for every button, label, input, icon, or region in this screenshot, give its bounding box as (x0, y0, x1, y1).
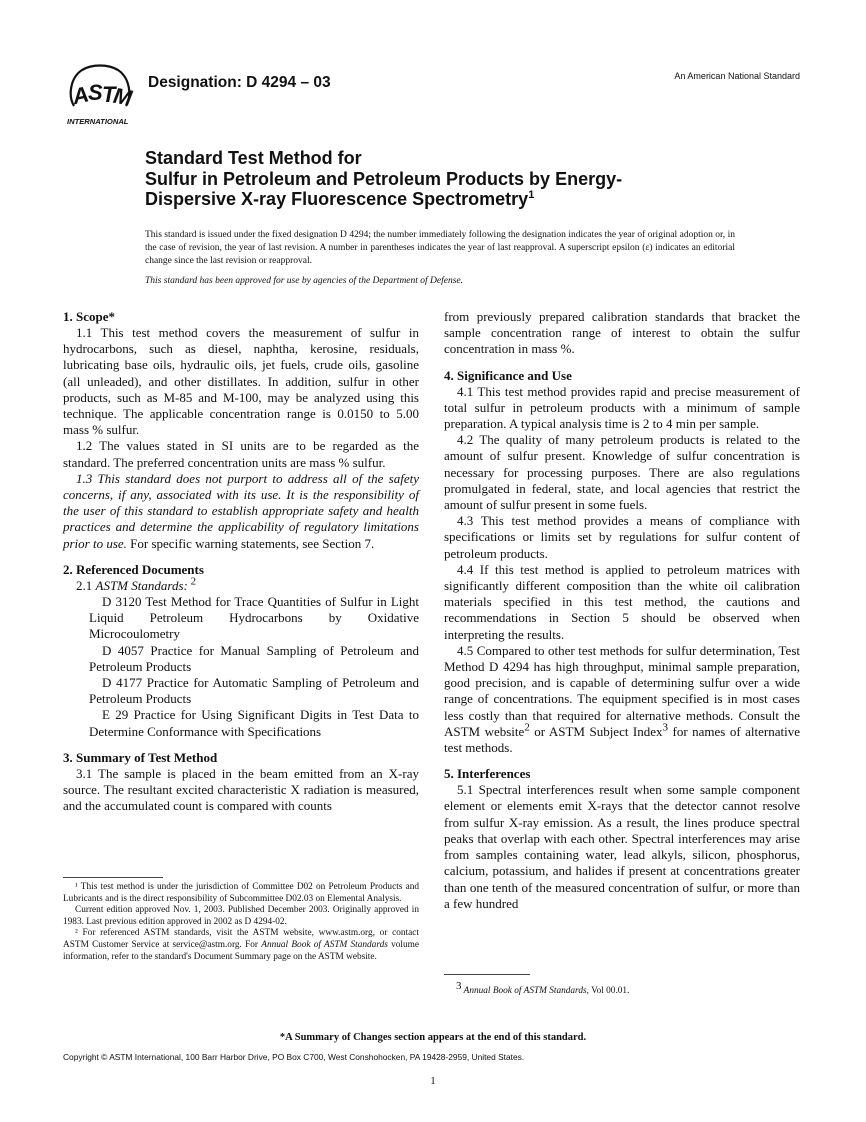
section-1-heading: 1. Scope* (63, 309, 115, 324)
right-column (444, 309, 800, 912)
para-3-1: 3.1 The sample is placed in the beam emitted from an X-ray source. The resultant excited characteristic X radiation is measured, and the accumulated count is compared with counts (63, 765, 419, 814)
designation: Designation: D 4294 – 03 (148, 74, 331, 91)
logo-subtext: INTERNATIONAL (67, 117, 129, 126)
para-4-5: 4.5 Compared to other test methods for sulfur determination, Test Method D 4294 has high throughput, minimal sample preparation, good precision, and is capable of determining sulfur over a wide range of concentrations. The equipment specified is in most cases less costly than that required for alternative methods. Consult the ASTM website$^2$ or ASTM Subject Index$^3$ for names of alternative test methods. (444, 642, 800, 756)
title-line-1: Standard Test Method for (145, 148, 362, 168)
footnote-3: 3 Annual Book of ASTM Standards, Vol 00.01. (456, 980, 630, 997)
para-4-3: 4.3 This test method provides a means of compliance with specifications or limits set by regulations for sulfur content of petroleum products. (444, 513, 800, 561)
para-1-3: 1.3 This standard does not purport to address all of the safety concerns, if any, associated with its use. It is the responsibility of the user of this standard to establish appropriate safety and health practices and determine the applicability of regulatory limitations prior to use. For specific warning statements, see Section 7. (63, 470, 419, 551)
copyright-line: Copyright © ASTM International, 100 Barr Harbor Drive, PO Box C700, West Conshohocken, PA 19428-2959, United States. (63, 1052, 525, 1062)
footnote-2: ² For referenced ASTM standards, visit the ASTM website, www.astm.org, or contact ASTM Customer Service at service@astm.org. For Annual Book of ASTM Standards volume information, refer to the standard's Document Summary page on the ASTM website. (63, 928, 420, 962)
svg-text:A: A (70, 81, 91, 110)
document-title (145, 148, 745, 210)
astm-logo (64, 62, 138, 126)
ref-e29: E 29 Practice for Using Significant Digits in Test Data to Determine Conformance with Specifications (89, 707, 419, 739)
footnote-1-edition: Current edition approved Nov. 1, 2003. Published December 2003. Originally approved in 1983. Last previous edition approved in 2002 as D 4294-02. (63, 905, 419, 927)
issuance-notice: This standard is issued under the fixed designation D 4294; the number immediately following the designation indicates the year of original adoption or, in the case of revision, the year of last revision. A number in parentheses indicates the year of last reapproval. A superscript epsilon (ε) indicates an editorial change since the last revision or reapproval. (145, 230, 735, 266)
footnote-divider-right (444, 974, 530, 975)
title-line-3: Dispersive X-ray Fluorescence Spectrometry$^1$ (145, 189, 535, 209)
title-footnote-mark: 1 (528, 189, 535, 201)
footnotes-left (63, 882, 419, 963)
section-2-heading: 2. Referenced Documents (63, 561, 204, 577)
page-number: 1 (430, 1075, 436, 1087)
ref-d4177: D 4177 Practice for Automatic Sampling of Petroleum and Petroleum Products (89, 675, 419, 707)
para-1-2: 1.2 The values stated in SI units are to be regarded as the standard. The preferred concentration units are mass % sulfur. (63, 438, 419, 470)
para-4-4: 4.4 If this test method is applied to petroleum matrices with significantly different composition than the white oil calibration materials specified in this test method, the cautions and recommendations in Section 5 should be observed when interpreting the results. (444, 561, 800, 642)
section-4-heading: 4. Significance and Use (444, 367, 572, 383)
dod-approval-note: This standard has been approved for use by agencies of the Department of Defense. (145, 276, 464, 286)
svg-text:T: T (102, 82, 116, 107)
section-3-heading: 3. Summary of Test Method (63, 749, 218, 765)
para-3-1-continued: from previously prepared calibration standards that bracket the sample concentration range of interest to obtain the sulfur concentration in mass %. (444, 309, 800, 357)
title-line-2: Sulfur in Petroleum and Petroleum Products by Energy- (145, 168, 623, 189)
section-5-heading: 5. Interferences (444, 766, 531, 782)
ref-d3120: D 3120 Test Method for Trace Quantities of Sulfur in Light Liquid Petroleum Hydrocarbons by Oxidative Microcoulometry (89, 594, 419, 642)
para-1-1: 1.1 This test method covers the measurement of sulfur in hydrocarbons, such as diesel, naphtha, kerosine, residuals, lubricating base oils, hydraulic oils, jet fuels, crude oils, gasoline (all unleaded), and other distillates. In addition, sulfur in other products, such as M-85 and M-100, may be analyzed using this technique. The applicable concentration range is 0.0150 to 5.00 mass % sulfur. (63, 325, 419, 438)
para-2-1: 2.1 ASTM Standards: $^2$ (76, 575, 197, 593)
national-standard-label: An American National Standard (674, 71, 800, 81)
left-column (63, 309, 419, 814)
summary-of-changes-note: *A Summary of Changes section appears at the end of this standard. (279, 1032, 587, 1043)
svg-text:S: S (88, 80, 103, 105)
para-4-2: 4.2 The quality of many petroleum products is related to the amount of sulfur present. Knowledge of sulfur concentration is necessary for processing purposes. There are also regulations promulgated in federal, state, and local agencies that restrict the amount of sulfur present in some fuels. (444, 432, 800, 513)
para-4-1: 4.1 This test method provides rapid and precise measurement of total sulfur in petroleum products with a minimum of sample preparation. A typical analysis time is 2 to 4 min per sample. (444, 383, 800, 432)
para-5-1: 5.1 Spectral interferences result when some sample component element or elements emit X-rays that the detector cannot resolve from sulfur X-ray emission. As a result, the lines produce spectral peaks that overlap with each other. Spectral interferences may arise from samples containing water, lead alkyls, silicon, phosphorus, calcium, potassium, and halides if present at concentrations greater than one tenth of the measured concentration of sulfur, or more than a few hundred (444, 782, 800, 911)
footnote-divider-left (63, 877, 163, 878)
footnote-1: ¹ This test method is under the jurisdiction of Committee D02 on Petroleum Products and Lubricants and is the direct responsibility of Subcommittee D02.03 on Elemental Analysis. (63, 882, 419, 904)
svg-text:M: M (111, 82, 134, 111)
ref-d4057: D 4057 Practice for Manual Sampling of Petroleum and Petroleum Products (89, 642, 419, 674)
